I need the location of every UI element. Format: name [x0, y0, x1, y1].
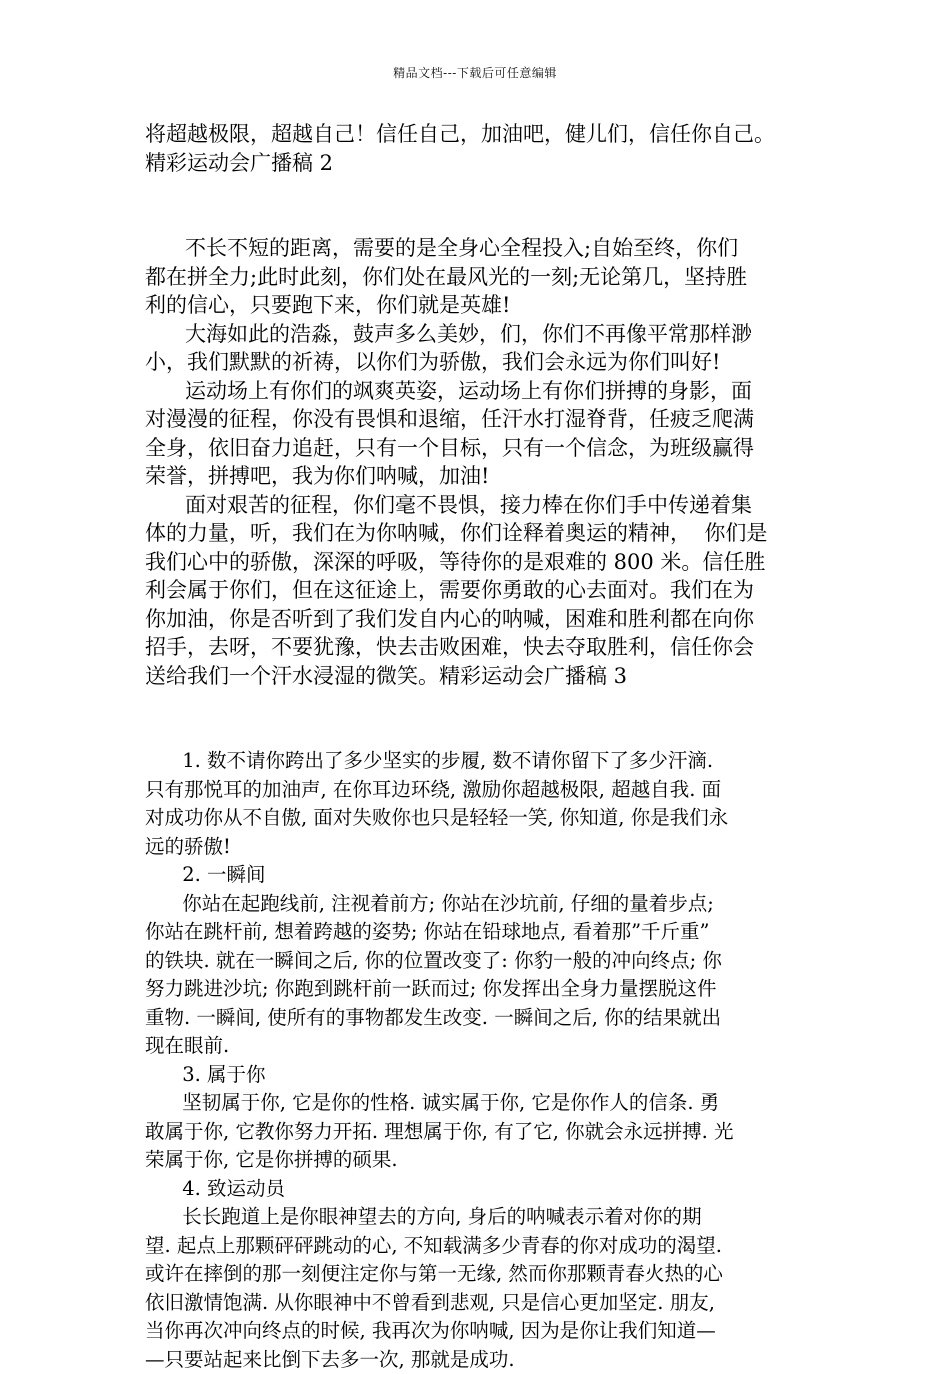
spacer	[145, 690, 825, 747]
text-line: 只有那悦耳的加油声, 在你耳边环绕, 激励你超越极限, 超越自我. 面	[145, 776, 825, 805]
text-line: 送给我们一个汗水浸湿的微笑。精彩运动会广播稿 3	[145, 662, 825, 691]
text-line: 远的骄傲!	[145, 833, 825, 862]
text-line: 坚韧属于你, 它是你的性格. 诚实属于你, 它是你作人的信条. 勇	[145, 1089, 825, 1118]
paragraph	[145, 120, 825, 177]
text-line: 小，我们默默的祈祷，以你们为骄傲，我们会永远为你们叫好!	[145, 348, 825, 377]
text-line: 或许在摔倒的那一刻便注定你与第一无缘, 然而你那颗青春火热的心	[145, 1260, 825, 1289]
text-line: —只要站起来比倒下去多一次, 那就是成功.	[145, 1346, 825, 1374]
text-line: 你加油，你是否听到了我们发自内心的呐喊，困难和胜利都在向你	[145, 605, 825, 634]
text-line: 将超越极限，超越自己！信任自己，加油吧，健儿们，信任你自己。	[145, 120, 825, 149]
text-line: 努力跳进沙坑; 你跑到跳杆前一跃而过; 你发挥出全身力量摆脱这件	[145, 975, 825, 1004]
text-line: 利的信心，只要跑下来，你们就是英雄!	[145, 291, 825, 320]
text-line: 敢属于你, 它教你努力开拓. 理想属于你, 有了它, 你就会永远拼搏. 光	[145, 1118, 825, 1147]
paragraph	[145, 320, 825, 377]
text-line: 对漫漫的征程，你没有畏惧和退缩，任汗水打湿脊背，任疲乏爬满	[145, 405, 825, 434]
text-line: 面对艰苦的征程，你们毫不畏惧，接力棒在你们手中传递着集	[145, 491, 825, 520]
page-header: 精品文档---下载后可任意编辑	[0, 64, 950, 81]
text-line: 荣属于你, 它是你拼搏的硕果.	[145, 1146, 825, 1175]
text-line: 你站在跳杆前, 想着跨越的姿势; 你站在铅球地点, 看着那”千斤重”	[145, 918, 825, 947]
text-line: 望. 起点上那颗砰砰跳动的心, 不知载满多少青春的你对成功的渴望.	[145, 1232, 825, 1261]
text-line: 都在拼全力;此时此刻，你们处在最风光的一刻;无论第几，坚持胜	[145, 263, 825, 292]
numbered-section	[145, 747, 825, 1374]
spacer	[145, 177, 825, 234]
text-line: 不长不短的距离，需要的是全身心全程投入;自始至终，你们	[145, 234, 825, 263]
text-line: 1. 数不请你跨出了多少坚实的步履, 数不请你留下了多少汗滴.	[145, 747, 825, 776]
text-line: 对成功你从不自傲, 面对失败你也只是轻轻一笑, 你知道, 你是我们永	[145, 804, 825, 833]
text-line: 重物. 一瞬间, 使所有的事物都发生改变. 一瞬间之后, 你的结果就出	[145, 1004, 825, 1033]
subheading: 3. 属于你	[145, 1061, 825, 1090]
section-title: 精彩运动会广播稿 2	[145, 149, 825, 178]
paragraph	[145, 491, 825, 691]
text-line: 的铁块. 就在一瞬间之后, 你的位置改变了: 你豹一般的冲向终点; 你	[145, 947, 825, 976]
text-line: 利会属于你们，但在这征途上，需要你勇敢的心去面对。我们在为	[145, 576, 825, 605]
text-line: 我们心中的骄傲，深深的呼吸，等待你的是艰难的 800 米。信任胜	[145, 548, 825, 577]
text-line: 招手，去呀，不要犹豫，快去击败困难，快去夺取胜利，信任你会	[145, 633, 825, 662]
paragraph	[145, 234, 825, 320]
text-line: 长长跑道上是你眼神望去的方向, 身后的呐喊表示着对你的期	[145, 1203, 825, 1232]
text-line: 现在眼前.	[145, 1032, 825, 1061]
text-line: 当你再次冲向终点的时候, 我再次为你呐喊, 因为是你让我们知道—	[145, 1317, 825, 1346]
text-line: 依旧激情饱满. 从你眼神中不曾看到悲观, 只是信心更加坚定. 朋友,	[145, 1289, 825, 1318]
document-body	[145, 120, 825, 1374]
text-line: 全身，依旧奋力追赶，只有一个目标，只有一个信念，为班级赢得	[145, 434, 825, 463]
text-line: 体的力量，听，我们在为你呐喊，你们诠释着奥运的精神， 你们是	[145, 519, 825, 548]
paragraph	[145, 377, 825, 491]
text-line: 荣誉，拼搏吧，我为你们呐喊，加油!	[145, 462, 825, 491]
subheading: 2. 一瞬间	[145, 861, 825, 890]
text-line: 运动场上有你们的飒爽英姿，运动场上有你们拼搏的身影，面	[145, 377, 825, 406]
text-line: 大海如此的浩淼，鼓声多么美妙，们，你们不再像平常那样渺	[145, 320, 825, 349]
text-line: 你站在起跑线前, 注视着前方; 你站在沙坑前, 仔细的量着步点;	[145, 890, 825, 919]
subheading: 4. 致运动员	[145, 1175, 825, 1204]
